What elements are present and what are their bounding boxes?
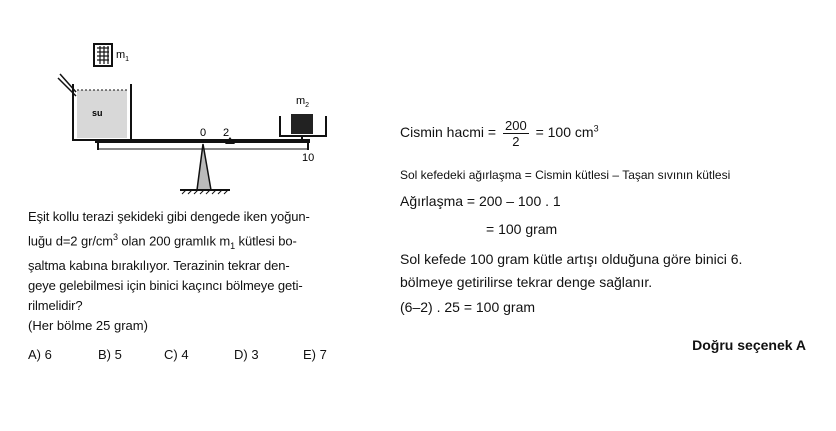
balance-figure [40, 32, 370, 202]
weight-line: Ağırlaşma = 200 – 100 . 1 [400, 193, 561, 209]
option-c[interactable]: C) 4 [164, 347, 189, 362]
answer-options [28, 347, 358, 367]
scale-ten: 10 [302, 152, 315, 164]
fulcrum-stand [180, 144, 230, 194]
question-line-2: luğu d=2 $gr/cm^3$ olan 200 gramlık $m_1$ kütlesi bo- [28, 232, 297, 251]
explain-line-1: Sol kefede 100 gram kütle artışı olduğuna göre binici 6. [400, 251, 743, 267]
question-line-5: rilmelidir? [28, 297, 83, 313]
weight-result: = 100 gram [486, 221, 558, 237]
explain-line-2: bölmeye getirilirse tekrar denge sağlanır. [400, 274, 653, 290]
question-line-1: Eşit kollu terazi şekideki gibi dengede iken yoğun- [28, 209, 310, 224]
question-line-3: şaltma kabına bırakılıyor. Terazinin tekrar den- [28, 257, 290, 273]
scale-zero: 0 [200, 127, 207, 139]
volume-equation: Cismin hacmi = $\frac{200}{2}$ = 100 $cm^3$ [400, 118, 599, 149]
m2-label: $m_2$ [296, 95, 310, 109]
m1-block [94, 44, 112, 66]
question-note: (Her bölme 25 gram) [28, 318, 148, 333]
m2-block [291, 114, 313, 134]
left-pan-statement: Sol kefedeki ağırlaşma = Cismin kütlesi – Taşan sıvının kütlesi [400, 168, 731, 182]
water-label: su [92, 108, 103, 118]
option-a[interactable]: A) 6 [28, 347, 52, 362]
scale-two: 2 [223, 127, 230, 139]
option-b[interactable]: B) 5 [98, 347, 122, 362]
m1-label: $m_1$ [116, 49, 130, 63]
option-e[interactable]: E) 7 [303, 347, 327, 362]
calc-line: (6–2) . 25 = 100 gram [400, 299, 536, 315]
correct-answer: Doğru seçenek A [692, 337, 806, 353]
question-text [28, 207, 380, 316]
option-d[interactable]: D) 3 [234, 347, 259, 362]
volume-fraction: $\frac{200}{2}$ [504, 118, 527, 149]
question-line-4: geye gelebilmesi için binici kaçıncı bölmeye geti- [28, 277, 303, 293]
